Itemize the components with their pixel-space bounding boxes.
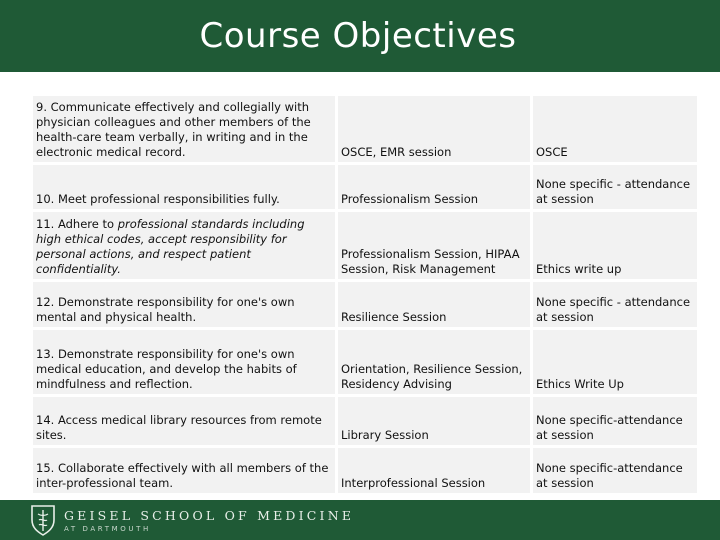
- footer-bar: [0, 500, 720, 540]
- objective-cell: [33, 212, 338, 282]
- table-row: [33, 397, 697, 448]
- session-cell: Resilience Session: [338, 282, 533, 330]
- assessment-cell: None specific-attendance at session: [533, 448, 697, 493]
- session-cell: Professionalism Session: [338, 165, 533, 212]
- table-row: [33, 96, 697, 165]
- school-subtitle: AT DARTMOUTH: [64, 525, 151, 533]
- table-row: [33, 212, 697, 282]
- table-row: [33, 330, 697, 397]
- table-row: [33, 282, 697, 330]
- session-cell: Professionalism Session, HIPAA Session, Risk Management: [338, 212, 533, 282]
- objectives-table: [33, 96, 697, 493]
- table-row: [33, 165, 697, 212]
- assessment-cell: OSCE: [533, 96, 697, 165]
- assessment-cell: Ethics write up: [533, 212, 697, 282]
- session-cell: Library Session: [338, 397, 533, 448]
- school-name: GEISEL SCHOOL OF MEDICINE: [64, 508, 355, 523]
- page-title: Course Objectives: [199, 16, 517, 56]
- objective-cell: 14. Access medical library resources from remote sites.: [33, 397, 338, 448]
- assessment-cell: None specific-attendance at session: [533, 397, 697, 448]
- title-bar: [0, 0, 720, 72]
- session-cell: OSCE, EMR session: [338, 96, 533, 165]
- objective-cell: 9. Communicate effectively and collegially with physician colleagues and other members of the health-care team verbally, in writing and in the electronic medical record.: [33, 96, 338, 165]
- objective-cell: 13. Demonstrate responsibility for one's own medical education, and develop the habits of mindfulness and reflection.: [33, 330, 338, 397]
- shield-crest-icon: [30, 504, 56, 536]
- session-cell: Orientation, Resilience Session, Residency Advising: [338, 330, 533, 397]
- objective-prefix: 11. Adhere to: [36, 217, 118, 231]
- session-cell: Interprofessional Session: [338, 448, 533, 493]
- objective-cell: 15. Collaborate effectively with all members of the inter-professional team.: [33, 448, 338, 493]
- objective-cell: 12. Demonstrate responsibility for one's own mental and physical health.: [33, 282, 338, 330]
- assessment-cell: None specific - attendance at session: [533, 165, 697, 212]
- objective-cell: 10. Meet professional responsibilities fully.: [33, 165, 338, 212]
- assessment-cell: Ethics Write Up: [533, 330, 697, 397]
- objective-italic-text: professional standards including high ethical codes, accept responsibility for personal actions, and respect patient confidentiality.: [36, 217, 305, 276]
- assessment-cell: None specific - attendance at session: [533, 282, 697, 330]
- table-row: [33, 448, 697, 493]
